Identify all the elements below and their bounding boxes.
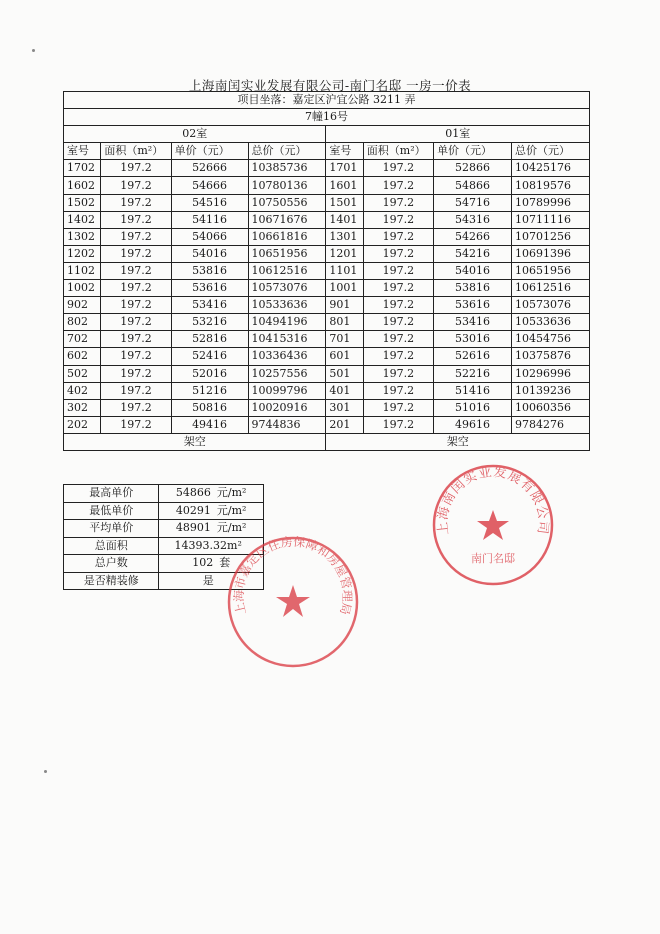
room-number-cell: 1402 [64, 211, 101, 228]
room-number-cell: 1202 [64, 245, 101, 262]
table-row [64, 280, 590, 297]
col-header-area: 面积（m²） [101, 143, 171, 160]
unit-price-cell: 50816 [171, 399, 248, 416]
area-cell: 197.2 [101, 245, 171, 262]
summary-value: 54866 [175, 486, 211, 500]
room-number-cell: 802 [64, 314, 101, 331]
col-header-room: 室号 [64, 143, 101, 160]
summary-label: 总户数 [64, 555, 159, 573]
room-number-cell: 1702 [64, 160, 101, 177]
room-number-cell: 1401 [326, 211, 363, 228]
col-header-unit-price: 单价（元） [171, 143, 248, 160]
summary-value: 40291 [175, 503, 211, 517]
location-cell: 项目坐落：嘉定区沪宜公路 3211 弄 [64, 92, 590, 109]
room-number-cell: 1701 [326, 160, 363, 177]
summary-label: 最高单价 [64, 485, 159, 503]
room-number-cell: 1101 [326, 262, 363, 279]
table-row [64, 262, 590, 279]
col-header-total-price: 总价（元） [511, 143, 589, 160]
table-row [64, 211, 590, 228]
room-number-cell: 402 [64, 382, 101, 399]
summary-unit: 套 [219, 556, 231, 570]
unit-price-cell: 54016 [434, 262, 512, 279]
summary-value: 102 [192, 556, 214, 570]
summary-label: 平均单价 [64, 520, 159, 538]
area-cell: 197.2 [363, 211, 433, 228]
scan-speck [32, 49, 35, 52]
area-cell: 197.2 [363, 160, 433, 177]
unit-price-cell: 53816 [434, 280, 512, 297]
summary-value-cell [159, 502, 264, 520]
area-cell: 197.2 [101, 160, 171, 177]
scan-speck [44, 770, 47, 773]
total-price-cell: 10494196 [248, 314, 326, 331]
unit-price-cell: 52616 [434, 348, 512, 365]
table-row [64, 416, 590, 433]
unit-price-cell: 52216 [434, 365, 512, 382]
area-cell: 197.2 [101, 382, 171, 399]
total-price-cell: 10533636 [511, 314, 589, 331]
area-cell: 197.2 [101, 280, 171, 297]
unit-price-cell: 52016 [171, 365, 248, 382]
room-number-cell: 601 [326, 348, 363, 365]
unit-price-cell: 54716 [434, 194, 512, 211]
area-cell: 197.2 [101, 416, 171, 433]
total-price-cell: 10661816 [248, 228, 326, 245]
summary-value: 是 [202, 573, 214, 587]
room-number-cell: 1001 [326, 280, 363, 297]
summary-row [64, 502, 264, 520]
room-number-cell: 201 [326, 416, 363, 433]
government-seal-text: 上海市嘉定区住房保障和房屋管理局 [231, 534, 355, 617]
room-number-cell: 1201 [326, 245, 363, 262]
total-price-cell: 10612516 [511, 280, 589, 297]
summary-label: 是否精装修 [64, 572, 159, 590]
room-number-cell: 1601 [326, 177, 363, 194]
area-cell: 197.2 [101, 297, 171, 314]
summary-value: 14393.32m² [174, 538, 242, 552]
area-cell: 197.2 [363, 382, 433, 399]
area-cell: 197.2 [363, 399, 433, 416]
total-price-cell: 9784276 [511, 416, 589, 433]
table-row [64, 314, 590, 331]
table-row [64, 348, 590, 365]
room-number-cell: 302 [64, 399, 101, 416]
total-price-cell: 10750556 [248, 194, 326, 211]
unit-price-cell: 52666 [171, 160, 248, 177]
total-price-cell: 10819576 [511, 177, 589, 194]
room-number-cell: 502 [64, 365, 101, 382]
area-cell: 197.2 [363, 314, 433, 331]
unit-price-cell: 52416 [171, 348, 248, 365]
table-row [64, 297, 590, 314]
unit-price-cell: 53016 [434, 331, 512, 348]
total-price-cell: 10691396 [511, 245, 589, 262]
total-price-cell: 9744836 [248, 416, 326, 433]
total-price-cell: 10415316 [248, 331, 326, 348]
area-cell: 197.2 [363, 228, 433, 245]
col-header-unit-price: 单价（元） [434, 143, 512, 160]
area-cell: 197.2 [101, 348, 171, 365]
room-number-cell: 701 [326, 331, 363, 348]
room-number-cell: 501 [326, 365, 363, 382]
area-cell: 197.2 [101, 177, 171, 194]
area-cell: 197.2 [101, 331, 171, 348]
unit-price-cell: 53416 [434, 314, 512, 331]
summary-row [64, 485, 264, 503]
unit-price-cell: 54866 [434, 177, 512, 194]
area-cell: 197.2 [363, 262, 433, 279]
company-seal-stamp [430, 462, 556, 588]
table-row [64, 382, 590, 399]
room-number-cell: 1302 [64, 228, 101, 245]
room-number-cell: 602 [64, 348, 101, 365]
unit-price-cell: 53616 [434, 297, 512, 314]
total-price-cell: 10789996 [511, 194, 589, 211]
unit-price-cell: 54316 [434, 211, 512, 228]
page-title: 上海南闰实业发展有限公司-南门名邸 一房一价表 [188, 78, 472, 93]
col-header-area: 面积（m²） [363, 143, 433, 160]
total-price-cell: 10573076 [248, 280, 326, 297]
unit-price-cell: 49416 [171, 416, 248, 433]
total-price-cell: 10651956 [511, 262, 589, 279]
unit-price-cell: 52866 [434, 160, 512, 177]
area-cell: 197.2 [363, 177, 433, 194]
unit-price-cell: 51216 [171, 382, 248, 399]
right-footer: 架空 [326, 433, 590, 450]
area-cell: 197.2 [363, 416, 433, 433]
total-price-cell: 10612516 [248, 262, 326, 279]
unit-price-cell: 52816 [171, 331, 248, 348]
government-seal-stamp [224, 533, 362, 671]
total-price-cell: 10573076 [511, 297, 589, 314]
area-cell: 197.2 [363, 365, 433, 382]
total-price-cell: 10375876 [511, 348, 589, 365]
unit-price-cell: 53416 [171, 297, 248, 314]
table-row [64, 160, 590, 177]
room-number-cell: 1102 [64, 262, 101, 279]
table-row [64, 365, 590, 382]
unit-price-cell: 54516 [171, 194, 248, 211]
total-price-cell: 10385736 [248, 160, 326, 177]
unit-price-cell: 54266 [434, 228, 512, 245]
total-price-cell: 10671676 [248, 211, 326, 228]
unit-price-cell: 53816 [171, 262, 248, 279]
unit-price-cell: 54666 [171, 177, 248, 194]
total-price-cell: 10020916 [248, 399, 326, 416]
total-price-cell: 10099796 [248, 382, 326, 399]
total-price-cell: 10454756 [511, 331, 589, 348]
col-header-total-price: 总价（元） [248, 143, 326, 160]
room-number-cell: 1301 [326, 228, 363, 245]
area-cell: 197.2 [101, 365, 171, 382]
unit-price-cell: 51016 [434, 399, 512, 416]
total-price-cell: 10336436 [248, 348, 326, 365]
area-cell: 197.2 [363, 194, 433, 211]
summary-label: 最低单价 [64, 502, 159, 520]
area-cell: 197.2 [101, 211, 171, 228]
unit-price-cell: 51416 [434, 382, 512, 399]
table-row [64, 245, 590, 262]
area-cell: 197.2 [363, 348, 433, 365]
table-row [64, 194, 590, 211]
building-cell: 7幢16号 [64, 109, 590, 126]
area-cell: 197.2 [101, 194, 171, 211]
company-seal-subtext: 南门名邸 [471, 552, 515, 565]
room-number-cell: 401 [326, 382, 363, 399]
left-unit-header: 02室 [64, 126, 326, 143]
area-cell: 197.2 [101, 399, 171, 416]
room-number-cell: 801 [326, 314, 363, 331]
table-row [64, 228, 590, 245]
area-cell: 197.2 [101, 314, 171, 331]
unit-price-cell: 54066 [171, 228, 248, 245]
summary-unit: 元/m² [216, 486, 247, 500]
unit-price-cell: 53616 [171, 280, 248, 297]
area-cell: 197.2 [363, 245, 433, 262]
total-price-cell: 10780136 [248, 177, 326, 194]
area-cell: 197.2 [101, 262, 171, 279]
total-price-cell: 10060356 [511, 399, 589, 416]
summary-value-cell [159, 485, 264, 503]
area-cell: 197.2 [363, 297, 433, 314]
room-number-cell: 901 [326, 297, 363, 314]
room-number-cell: 1002 [64, 280, 101, 297]
table-row [64, 399, 590, 416]
company-seal-text: 上海南闰实业发展有限公司 [435, 465, 551, 536]
area-cell: 197.2 [363, 280, 433, 297]
room-number-cell: 702 [64, 331, 101, 348]
summary-label: 总面积 [64, 537, 159, 555]
total-price-cell: 10533636 [248, 297, 326, 314]
total-price-cell: 10701256 [511, 228, 589, 245]
col-header-room: 室号 [326, 143, 363, 160]
area-cell: 197.2 [101, 228, 171, 245]
summary-unit: 元/m² [216, 521, 247, 535]
total-price-cell: 10425176 [511, 160, 589, 177]
unit-price-cell: 54216 [434, 245, 512, 262]
total-price-cell: 10139236 [511, 382, 589, 399]
price-table [63, 91, 590, 451]
unit-price-cell: 49616 [434, 416, 512, 433]
unit-price-cell: 53216 [171, 314, 248, 331]
unit-price-cell: 54016 [171, 245, 248, 262]
summary-value: 48901 [175, 521, 211, 535]
room-number-cell: 1501 [326, 194, 363, 211]
room-number-cell: 1502 [64, 194, 101, 211]
table-row [64, 331, 590, 348]
room-number-cell: 902 [64, 297, 101, 314]
total-price-cell: 10711116 [511, 211, 589, 228]
summary-unit: 元/m² [216, 503, 247, 517]
left-footer: 架空 [64, 433, 326, 450]
column-header-row [64, 143, 590, 160]
total-price-cell: 10257556 [248, 365, 326, 382]
unit-price-cell: 54116 [171, 211, 248, 228]
total-price-cell: 10651956 [248, 245, 326, 262]
total-price-cell: 10296996 [511, 365, 589, 382]
area-cell: 197.2 [363, 331, 433, 348]
room-number-cell: 202 [64, 416, 101, 433]
table-row [64, 177, 590, 194]
room-number-cell: 1602 [64, 177, 101, 194]
right-unit-header: 01室 [326, 126, 590, 143]
room-number-cell: 301 [326, 399, 363, 416]
